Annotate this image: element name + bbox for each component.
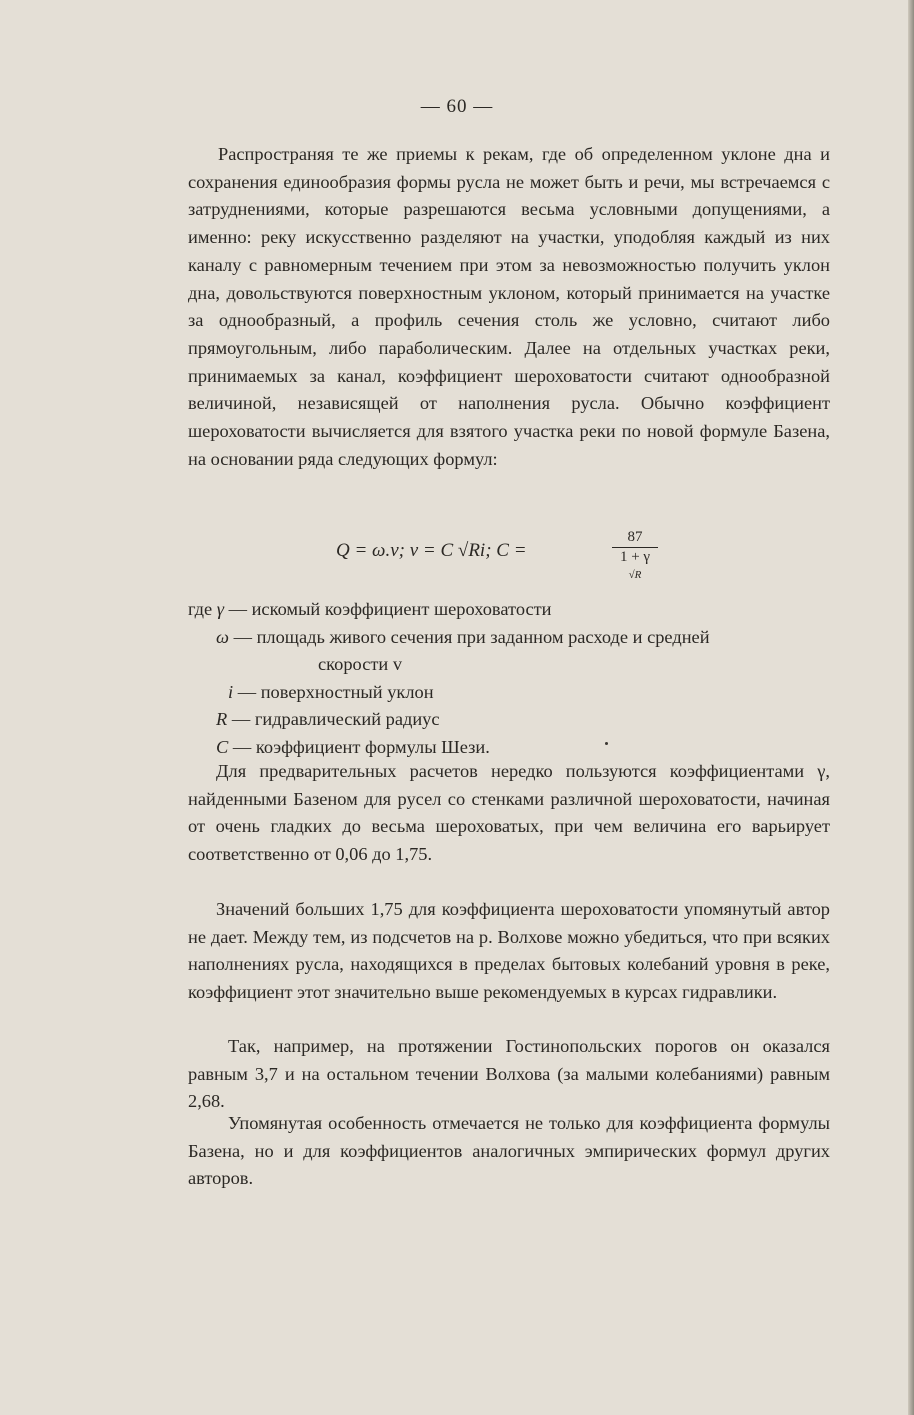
definition-text: — гидравлический радиус bbox=[227, 709, 440, 729]
definition-symbol: C bbox=[216, 736, 229, 757]
definition-text: — искомый коэффициент шероховатости bbox=[224, 599, 552, 619]
definition-symbol: γ bbox=[216, 599, 224, 619]
definitions-list bbox=[188, 596, 833, 761]
definition-text: — поверхностный уклон bbox=[233, 681, 434, 702]
formula-main: Q = ω.v; v = C √Ri; C = bbox=[336, 540, 527, 561]
definition-c bbox=[188, 734, 833, 762]
print-speck bbox=[605, 742, 608, 745]
definition-omega-continued bbox=[188, 651, 833, 679]
definition-gamma bbox=[188, 596, 833, 624]
page-number: — 60 — bbox=[420, 96, 494, 117]
fraction-numerator: 87 bbox=[612, 528, 658, 548]
paragraph-intro: Распространяя те же приемы к рекам, где об определенном уклоне дна и сохранения единообразия формы русла не может быть и речи, мы встречаемся с затруднениями, которые разрешаются весьма условными допущениями, а именно: реку искусственно разделяют на участки, уподобляя каждый из них каналу с равномерным течением при этом за невозможностью получить уклон дна, довольствуются поверхностным уклоном, который принимается на участке за однообразный, а профиль сечения столь же условно, считают либо прямоугольным, либо параболическим. Далее на отдельных участках реки, принимаемых за канал, коэффициент шероховатости считают однообразной величиной, независящей от наполнения русла. Обычно коэффициент шероховатости вычисляется для взятого участка реки по новой формуле Базена, на основании ряда следующих формул: bbox=[188, 144, 830, 469]
definition-symbol: ω bbox=[216, 626, 229, 647]
page-edge bbox=[908, 0, 914, 1415]
formula-fraction bbox=[612, 528, 658, 583]
fraction-denominator: 1 + γ bbox=[619, 549, 651, 565]
paragraph-preliminary: Для предварительных расчетов нередко пользуются коэффициентами γ, найденными Базеном для русел со стенками различной шероховатости, начиная от очень гладких до весьма шероховатых, при чем величина его варьирует соответственно от 0,06 до 1,75. bbox=[188, 761, 830, 865]
definition-text: — коэффициент формулы Шези. bbox=[228, 736, 490, 757]
definition-i bbox=[188, 679, 833, 707]
definition-r bbox=[188, 706, 833, 734]
paragraph-example: Так, например, на протяжении Гостинопольских порогов он оказался равным 3,7 и на остальном течении Волхова (за малыми колебаниями) равным 2,68. bbox=[188, 1036, 830, 1112]
definition-text: — площадь живого сечения при заданном расходе и средней bbox=[229, 626, 710, 647]
definition-symbol: i bbox=[228, 681, 234, 702]
paragraph-values: Значений больших 1,75 для коэффициента шероховатости упомянутый автор не дает. Между тем, из подсчетов на р. Волхове можно убедиться, что при всяких наполнениях русла, находящихся в пределах бытовых колебаний уровня в реке, коэффициент этот значительно выше рекомендуемых в курсах гидравлики. bbox=[188, 899, 830, 1003]
paragraph-conclusion: Упомянутая особенность отмечается не только для коэффициента формулы Базена, но и для коэффициентов аналогичных эмпирических формул других авторов. bbox=[188, 1113, 830, 1189]
definition-text: скорости v bbox=[318, 654, 403, 674]
definition-symbol: R bbox=[216, 709, 228, 729]
definition-omega bbox=[188, 624, 833, 652]
formula-block bbox=[336, 528, 656, 598]
fraction-denominator-sub: √R bbox=[628, 569, 642, 581]
definition-lead: где bbox=[188, 599, 217, 619]
